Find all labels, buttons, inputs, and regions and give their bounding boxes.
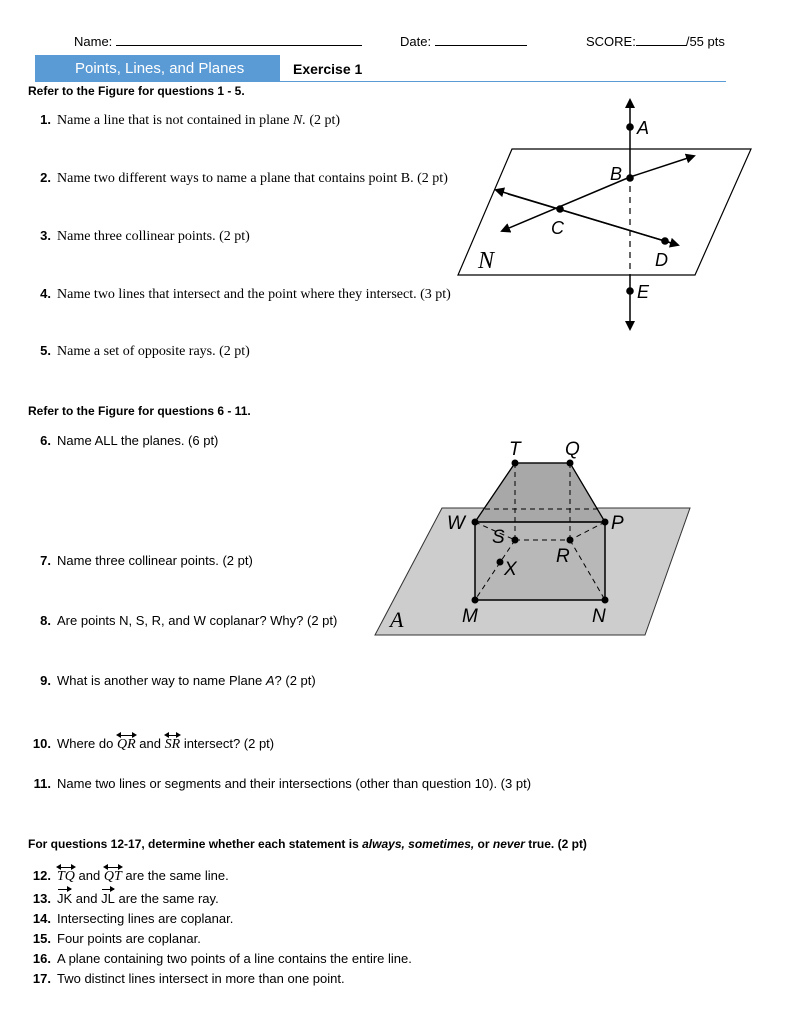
label-plane-n: N — [478, 248, 495, 274]
section1-heading: Refer to the Figure for questions 1 - 5. — [28, 84, 245, 98]
label-e: E — [637, 282, 650, 302]
section2-heading: Refer to the Figure for questions 6 - 11. — [28, 404, 251, 418]
point-a — [626, 123, 634, 131]
name-label: Name: — [74, 34, 113, 49]
line-qr: QR — [117, 737, 136, 753]
score-field — [586, 33, 725, 49]
point-d — [661, 237, 669, 245]
date-field — [400, 33, 527, 49]
label-x: X — [504, 559, 517, 580]
point-p — [602, 519, 609, 526]
label-s: S — [492, 527, 505, 548]
date-label: Date: — [400, 34, 432, 49]
header-rule — [44, 81, 726, 82]
point-b — [626, 174, 634, 182]
statement-16: 16. A plane containing two points of a line contains the entire line. — [32, 951, 412, 966]
topic-banner: Points, Lines, and Planes — [35, 55, 280, 82]
label-m: M — [462, 606, 478, 627]
label-a: A — [637, 118, 650, 138]
section3-heading: For questions 12-17, determine whether each statement is always, sometimes, or never true. (2 pt) — [28, 837, 587, 851]
label-b: B — [610, 164, 623, 184]
point-r — [567, 537, 574, 544]
point-q — [567, 460, 574, 467]
point-t — [512, 460, 519, 467]
label-q: Q — [565, 439, 580, 460]
score-suffix: /55 pts — [685, 34, 725, 49]
question-1: 1. Name a line that is not contained in plane N. (2 pt) — [40, 112, 341, 128]
label-c: C — [551, 218, 564, 238]
label-d: D — [655, 250, 668, 270]
exercise-title: Exercise 1 — [293, 61, 363, 77]
statement-17: 17. Two distinct lines intersect in more than one point. — [32, 971, 345, 986]
question-3: 3. Name three collinear points. (2 pt) — [40, 228, 250, 244]
point-s — [512, 537, 519, 544]
score-label: SCORE: — [586, 34, 636, 49]
date-blank[interactable] — [435, 33, 527, 46]
statement-12: 12. TQ and QT are the same line. — [27, 868, 229, 885]
line-qt: QT — [104, 869, 122, 885]
question-10: 10. Where do QR and SR intersect? (2 pt) — [27, 736, 274, 753]
label-plane-a: A — [390, 607, 404, 632]
point-e — [626, 287, 634, 295]
question-5: 5. Name a set of opposite rays. (2 pt) — [40, 343, 250, 359]
label-p: P — [611, 513, 624, 534]
question-9: 9. What is another way to name Plane A? (2 pt) — [40, 673, 316, 688]
plane-n-shape — [458, 149, 751, 275]
ray-jl: JL — [101, 891, 115, 906]
label-r: R — [556, 546, 570, 567]
question-2: 2. Name two different ways to name a plane that contains point B. (2 pt) — [40, 170, 448, 186]
name-field — [74, 33, 362, 49]
statement-13: 13. JK and JL are the same ray. — [32, 891, 219, 906]
line-sr: SR — [165, 737, 181, 753]
figure-plane-a — [370, 435, 700, 640]
score-blank[interactable] — [636, 33, 686, 46]
question-7: 7. Name three collinear points. (2 pt) — [40, 553, 253, 568]
question-11: 11. Name two lines or segments and their intersections (other than question 10). (3 pt) — [33, 776, 532, 791]
ray-jk: JK — [57, 891, 73, 906]
point-c — [556, 205, 564, 213]
point-w — [472, 519, 479, 526]
question-4: 4. Name two lines that intersect and the point where they intersect. (3 pt) — [40, 286, 451, 302]
statement-14: 14. Intersecting lines are coplanar. — [32, 911, 234, 926]
point-m — [472, 597, 479, 604]
line-tq: TQ — [57, 869, 75, 885]
statement-15: 15. Four points are coplanar. — [32, 931, 201, 946]
label-n: N — [592, 606, 606, 627]
label-w: W — [447, 513, 465, 534]
point-x — [497, 559, 504, 566]
name-blank[interactable] — [116, 33, 362, 46]
label-t: T — [509, 439, 521, 460]
point-n — [602, 597, 609, 604]
figure-plane-n — [440, 92, 770, 337]
question-8: 8. Are points N, S, R, and W coplanar? Why? (2 pt) — [40, 613, 338, 628]
question-6: 6. Name ALL the planes. (6 pt) — [40, 433, 219, 448]
